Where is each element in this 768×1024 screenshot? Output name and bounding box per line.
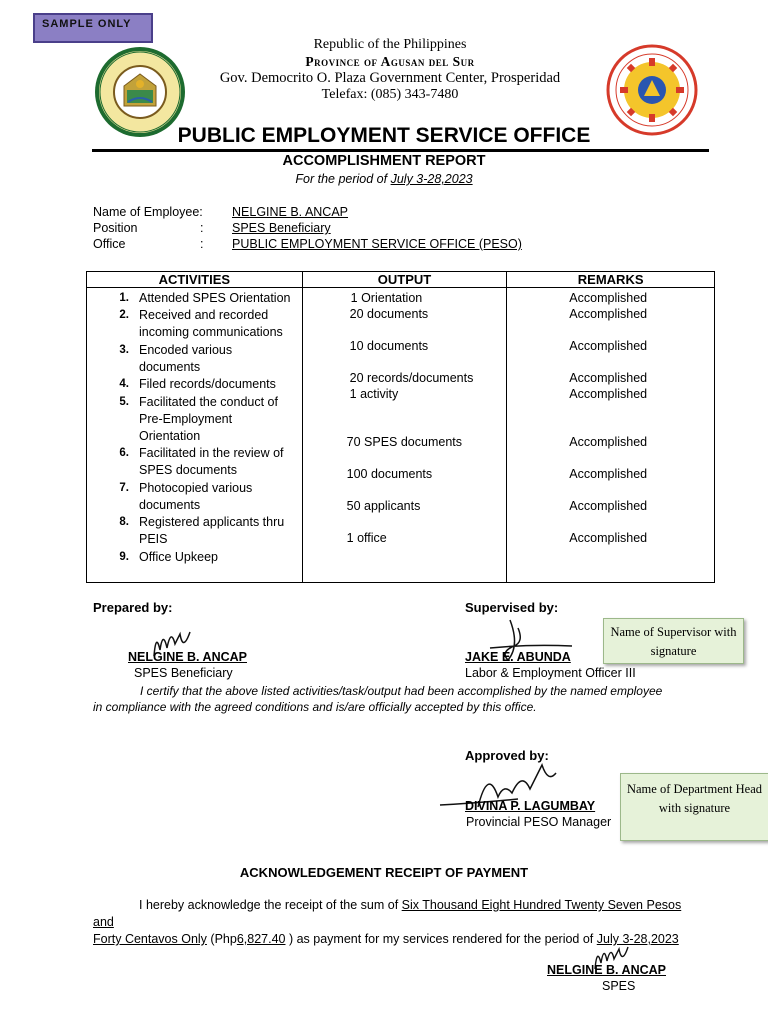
remark-item: Accomplished (569, 435, 648, 449)
supervised-by-label: Supervised by: (465, 600, 559, 615)
position-colon: : (200, 221, 204, 235)
remark-item: Accomplished (569, 387, 648, 401)
output-item: 20 records/documents (349, 371, 474, 385)
header-republic: Republic of the Philippines (313, 37, 467, 52)
approver-role: Provincial PESO Manager (466, 815, 612, 829)
supervisor-role: Labor & Employment Officer III (465, 666, 636, 680)
remarks-header: REMARKS (507, 272, 715, 288)
receipt-title: ACKNOWLEDGEMENT RECEIPT OF PAYMENT (239, 865, 529, 880)
department-head-sticky-note: Name of Department Head with signature (620, 773, 768, 841)
output-item: 100 documents (346, 467, 433, 481)
office-value: PUBLIC EMPLOYMENT SERVICE OFFICE (PESO) (232, 237, 522, 251)
amount-words-line1: Six Thousand Eight Hundred Twenty Seven Pesos and (93, 898, 682, 929)
prepared-by-label: Prepared by: (93, 600, 173, 615)
remark-item: Accomplished (569, 531, 648, 545)
receiver-name: NELGINE B. ANCAP (547, 963, 666, 977)
remark-item: Accomplished (569, 467, 648, 481)
receipt-services: ) as payment for my services rendered for the period of (285, 932, 597, 946)
output-item: 50 applicants (346, 499, 421, 513)
output-item: 1 Orientation (350, 291, 423, 305)
period-prefix: For the period of (295, 172, 391, 186)
output-item: 10 documents (349, 339, 429, 353)
sample-only-badge: SAMPLE ONLY (33, 13, 153, 43)
remark-item: Accomplished (569, 291, 648, 305)
header-address: Gov. Democrito O. Plaza Government Center, Prosperidad (219, 70, 561, 86)
receipt-period: July 3-28,2023 (596, 932, 679, 946)
remarks-cell (507, 288, 715, 583)
activities-header: ACTIVITIES (87, 272, 303, 288)
amount-figure: 6,827.40 (236, 932, 286, 946)
output-item: 1 office (346, 531, 387, 545)
receipt-intro: I hereby acknowledge the receipt of the sum of (139, 898, 402, 912)
supervisor-sticky-note: Name of Supervisor with signature (603, 618, 744, 664)
output-item: 70 SPES documents (346, 435, 463, 449)
output-cell (302, 288, 507, 583)
title-rule (92, 149, 709, 152)
period-value: July 3-28,2023 (390, 172, 473, 186)
prepared-name: NELGINE B. ANCAP (128, 650, 247, 664)
approver-name: DIVINA P. LAGUMBAY (465, 799, 596, 813)
activities-cell: 1. Attended SPES Orientation 2. Received and recorded incoming communications 3. Encoded various documents 4. Filed records/documents 5. Facilitated the conduct of Pre-Employment Orientation 6. Facilitated in the review of SPES documents 7. Photocopied various documents 8. Registered applicants thru PEIS 9. Office Upkeep (87, 288, 303, 583)
remark-item: Accomplished (569, 307, 648, 321)
employee-name-label: Name of Employee: (93, 205, 203, 219)
remark-item: Accomplished (569, 499, 648, 513)
header-province: Province of Agusan del Sur (305, 54, 475, 69)
employee-name-value: NELGINE B. ANCAP (232, 205, 349, 219)
office-colon: : (200, 237, 204, 251)
report-period (0, 172, 768, 186)
remark-item: Accomplished (569, 371, 648, 385)
receiver-role: SPES (602, 979, 636, 993)
supervisor-name: JAKE E. ABUNDA (465, 650, 571, 664)
receipt-php: (Php (206, 932, 237, 946)
remark-item: Accomplished (569, 339, 648, 353)
certification-text: I certify that the above listed activities/task/output had been accomplished by the named employee in compliance with the agreed conditions and is/are officially accepted by this office. (93, 684, 663, 714)
header-telefax: Telefax: (085) 343-7480 (321, 87, 459, 102)
activities-table (86, 271, 715, 583)
position-label: Position (93, 221, 138, 235)
output-header: OUTPUT (302, 272, 507, 288)
report-title: ACCOMPLISHMENT REPORT (282, 153, 486, 169)
receipt-text (93, 897, 693, 948)
office-label: Office (93, 237, 126, 251)
prepared-role: SPES Beneficiary (134, 666, 233, 680)
approved-by-label: Approved by: (465, 748, 549, 763)
output-item: 20 documents (349, 307, 429, 321)
output-item: 1 activity (349, 387, 399, 401)
amount-words-line2: Forty Centavos Only (93, 932, 207, 946)
office-title: PUBLIC EMPLOYMENT SERVICE OFFICE (177, 124, 591, 147)
position-value: SPES Beneficiary (232, 221, 331, 235)
